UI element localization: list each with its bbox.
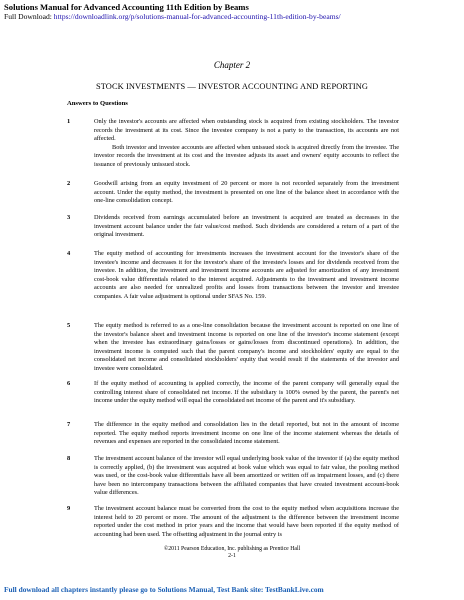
answer-paragraph: Only the investor's accounts are affected when outstanding stock is acquired from existing stockholders. The investor records the investment at its cost. Since the investee company is not a party to the transaction, its accounts are not affected. [94,118,399,142]
chapter-title: STOCK INVESTMENTS — INVESTOR ACCOUNTING AND REPORTING [95,82,369,91]
question-number: 7 [67,421,71,428]
download-label: Full Download: [4,12,54,21]
download-link[interactable]: https://downloadlink.org/p/solutions-manual-for-advanced-accounting-11th-edition-by-beams/ [53,12,341,21]
question-number: 1 [67,118,71,125]
footer-copyright: ©2011 Pearson Education, Inc. publishing as Prentice Hall [163,546,301,552]
answer-paragraph: The equity method is referred to as a one-line consolidation because the investment account is reported on one line of the investor's balance sheet and investment income is reported on one line of the investor's income statement (except when the investee has extraordinary gains/losses or gains/losses from discontinued operations). In addition, the investment income is computed such that the parent company's income and stockholders' equity are equal to the consolidated net income and consolidated stockholders' equity that would result if the statements of the investor and investee were consolidated. [94,322,399,372]
answer-paragraph: Dividends received from earnings accumulated before an investment is acquired are treated as decreases in the investment account balance under the fair value/cost method. Such dividends are considered a return of a part of the original investment. [94,214,399,238]
header-title: Solutions Manual for Advanced Accounting 11th Edition by Beams [4,2,249,12]
answers-heading: Answers to Questions [67,100,128,107]
question-6 [67,380,399,406]
answer-paragraph: The equity method of accounting for investments increases the investment account for the investor's share of the investee's income and decreases it for the investor's share of the investee's losses and for dividends received from the investee. In addition, the investment and investment income accounts are adjusted for amortization of any investment cost-book value differentials related to the interest acquired. Adjustments to the investment and investment income accounts are also needed for unrealized profits and losses from transactions between the investor and investee companies. A fair value adjustment is optional under SFAS No. 159. [94,250,399,300]
answer-text [94,180,399,206]
question-2 [67,180,399,206]
answer-text [94,380,399,406]
question-7 [67,421,399,447]
answer-text [94,322,399,373]
question-number: 6 [67,380,71,387]
question-number: 2 [67,180,71,187]
document-header [4,2,460,22]
answer-paragraph: If the equity method of accounting is applied correctly, the income of the parent company will generally equal the controlling interest share of consolidated net income. If the subsidiary is 100% owned by the parent, the parent's net income under the equity method will equal the consolidated net income of the parent and it's subsidiary. [94,380,399,404]
answer-text [94,455,399,498]
answer-text [94,505,399,539]
question-8 [67,455,399,498]
question-number: 5 [67,322,71,329]
answer-paragraph: The investment account balance must be converted from the cost to the equity method when acquisitions increase the interest held to 20 percent or more. The amount of the adjustment is the difference between the investment income reported under the cost method in prior years and the income that would have been reported if the equity method of accounting had been used. The offsetting adjustment in the journal entry is [94,505,399,538]
page-number: 2-1 [228,553,236,559]
download-line [4,12,460,22]
question-1 [67,118,399,169]
answer-text [94,421,399,447]
question-number: 4 [67,250,71,257]
answer-paragraph: Goodwill arising from an equity investment of 20 percent or more is not recorded separately from the investment account. Under the equity method, the investment is presented on one line of the balance sheet in accordance with the one-line consolidation concept. [94,180,399,204]
question-9 [67,505,399,539]
question-number: 8 [67,455,71,462]
answer-text [94,250,399,301]
question-3 [67,214,399,240]
question-5 [67,322,399,373]
answer-paragraph: The difference in the equity method and consolidation lies in the detail reported, but not in the amount of income reported. The equity method reports investment income on one line of the income statement whereas the details of revenues and expenses are reported in the consolidated income statement. [94,421,399,445]
answer-text [94,214,399,240]
question-4 [67,250,399,301]
question-number: 9 [67,505,71,512]
question-number: 3 [67,214,71,221]
answer-paragraph: The investment account balance of the investor will equal underlying book value of the investor if (a) the equity method is correctly applied, (b) the investment was acquired at book value which was equal to fair value, the pooling method was used, or the cost-book value differentials have all been amortized or written off as impairment losses, and (c) there have been no intercompany transactions between the affiliated companies that have created investment account-book value differences. [94,455,399,496]
answer-text [94,118,399,169]
chapter-label: Chapter 2 [213,60,251,70]
download-banner[interactable]: Full download all chapters instantly please go to Solutions Manual, Test Bank site: TestBankLive.com [4,585,324,594]
answer-paragraph: Both investor and investee accounts are affected when unissued stock is acquired directly from the investee. The investor records the investment at its cost and the investee adjusts its asset and owners' equity accounts to reflect the issuance of previously unissued stock. [94,143,399,168]
